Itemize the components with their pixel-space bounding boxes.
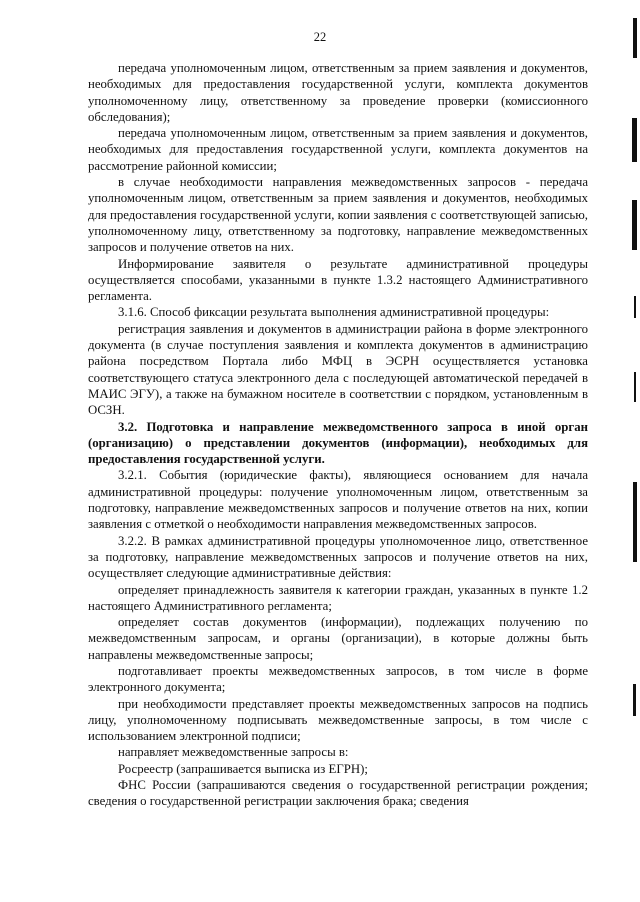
paragraph: передача уполномоченным лицом, ответственным за прием заявления и документов, необходимых для предоставления государственной услуги, комплекта документов уполномоченному лицу, ответственному за проведение проверки (комиссионного обследования); xyxy=(88,61,588,124)
paragraph: Росреестр (запрашивается выписка из ЕГРН); xyxy=(118,761,368,776)
paragraph: 3.1.6. Способ фиксации результата выполнения административной процедуры: xyxy=(118,305,550,320)
scan-edge-mark xyxy=(634,372,636,402)
paragraph: определяет принадлежность заявителя к категории граждан, указанных в пункте 1.2 настоящего Административного регламента; xyxy=(88,582,588,613)
scan-edge-mark xyxy=(633,18,637,58)
paragraph: передача уполномоченным лицом, ответственным за прием заявления и документов, необходимых для предоставления государственной услуги, комплекта документов на рассмотрение районной комиссии; xyxy=(88,126,588,173)
scan-edge-mark xyxy=(633,482,637,562)
paragraph: 3.2.1. События (юридические факты), являющиеся основанием для начала административной процедуры: получение уполномоченным лицом, ответственным за подготовку, направление межведомственных запросов и получение ответов на них, копии заявления с отметкой о необходимости направления межведомственных запросов. xyxy=(88,468,588,532)
paragraph: определяет состав документов (информации), подлежащих получению по межведомственным запросам, и органы (организации), в которые должны быть направлены межведомственные запросы; xyxy=(88,615,588,662)
scan-edge-mark xyxy=(633,684,636,716)
paragraph: подготавливает проекты межведомственных запросов, в том числе в форме электронного документа; xyxy=(88,663,588,695)
paragraph: направляет межведомственные запросы в: xyxy=(118,745,349,760)
paragraph: Информирование заявителя о результате административной процедуры осуществляется способами, указанными в пункте 1.3.2 настоящего Административного регламента. xyxy=(88,256,588,304)
document-body xyxy=(88,60,588,810)
paragraph: в случае необходимости направления межведомственных запросов - передача уполномоченным лицом, ответственным за прием заявления и документов, необходимых для предоставления государственной услуги, копии заявления с соответствующей записью, уполномоченному лицу, ответственному за подготовку, направление межведомственных запросов и получение ответов на них. xyxy=(88,175,588,255)
scan-edge-mark xyxy=(632,200,637,250)
paragraph: при необходимости представляет проекты межведомственных запросов на подпись лицу, уполномоченному подписывать межведомственные запросы, в том числе с использованием электронной подписи; xyxy=(88,696,588,744)
paragraph: регистрация заявления и документов в администрации района в форме электронного документа (в случае поступления заявления и комплекта документов в администрацию района посредством Портала либо МФЦ в ЭСРН осуществляется установка соответствующего статуса электронного дела с последующей автоматической передачей в МАИС ЭГУ), а также на бумажном носителе в соответствии с порядком, установленным в ОСЗН. xyxy=(88,321,588,418)
page-number: 22 xyxy=(313,30,327,44)
scan-edge-mark xyxy=(634,296,636,318)
paragraph: ФНС России (запрашиваются сведения о государственной регистрации рождения; сведения о государственной регистрации заключения брака; сведения xyxy=(88,778,588,809)
section-heading: 3.2. Подготовка и направление межведомственного запроса в иной орган (организацию) о представлении документов (информации), необходимых для предоставления государственной услуги. xyxy=(88,419,588,467)
scan-edge-mark xyxy=(632,118,637,162)
paragraph: 3.2.2. В рамках административной процедуры уполномоченное лицо, ответственное за подготовку, направление межведомственных запросов и получение ответов на них, осуществляет следующие административные действия: xyxy=(88,533,588,581)
